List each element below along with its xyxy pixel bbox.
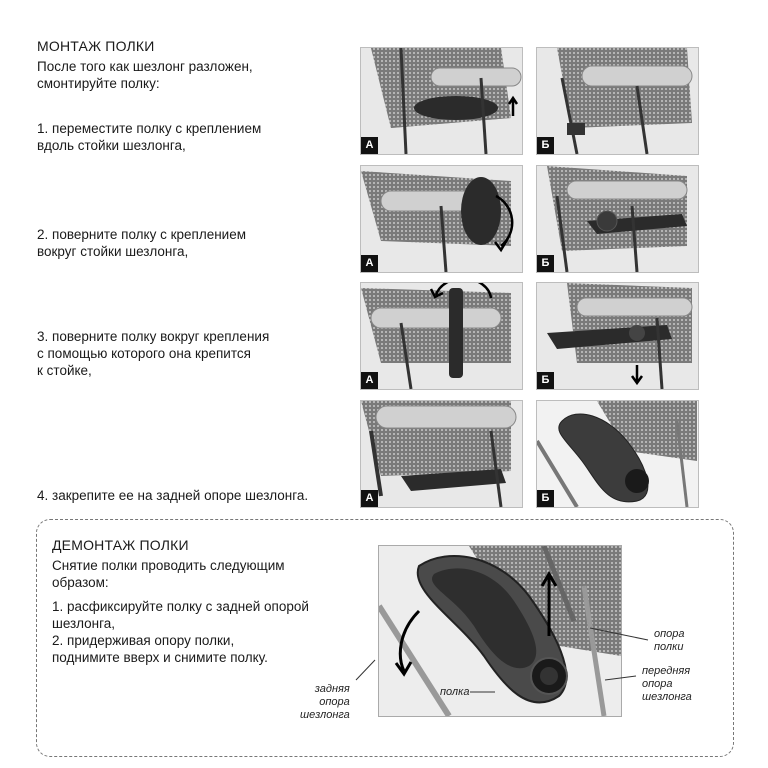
callout-front-support: передняя опора шезлонга [642,665,692,703]
dismount-steps: 1. расфиксируйте полку с задней опорой шезлонга, 2. придерживая опору полки, поднимите вверх и снимите полку. [52,599,309,665]
photo-label-b: Б [537,490,554,507]
photo-label-b: Б [537,372,554,389]
photo-label-a: А [361,137,378,154]
photo-label-b: Б [537,255,554,272]
dismount-intro: Снятие полки проводить следующим образом: [52,558,285,590]
mount-intro: После того как шезлонг разложен, смонтируйте полку: [37,59,253,91]
mount-step-3: 3. поверните полку вокруг крепления с помощью которого она крепится к стойке, [37,329,270,378]
mount-step-2: 2. поверните полку с креплением вокруг стойки шезлонга, [37,227,247,259]
callout-shelf-support: опора полки [654,628,685,653]
mount-step-1: 1. переместите полку с креплением вдоль стойки шезлонга, [37,121,262,153]
callout-shelf: полка [440,686,470,698]
photo-label-b: Б [537,137,554,154]
dismount-title: ДЕМОНТАЖ ПОЛКИ [52,537,189,553]
photo-label-a: А [361,372,378,389]
callout-rear-support: задняя опора шезлонга [300,683,350,721]
photo-label-a: А [361,255,378,272]
mount-title: МОНТАЖ ПОЛКИ [37,38,155,54]
mount-step-4: 4. закрепите ее на задней опоре шезлонга. [37,488,309,503]
photo-label-a: А [361,490,378,507]
